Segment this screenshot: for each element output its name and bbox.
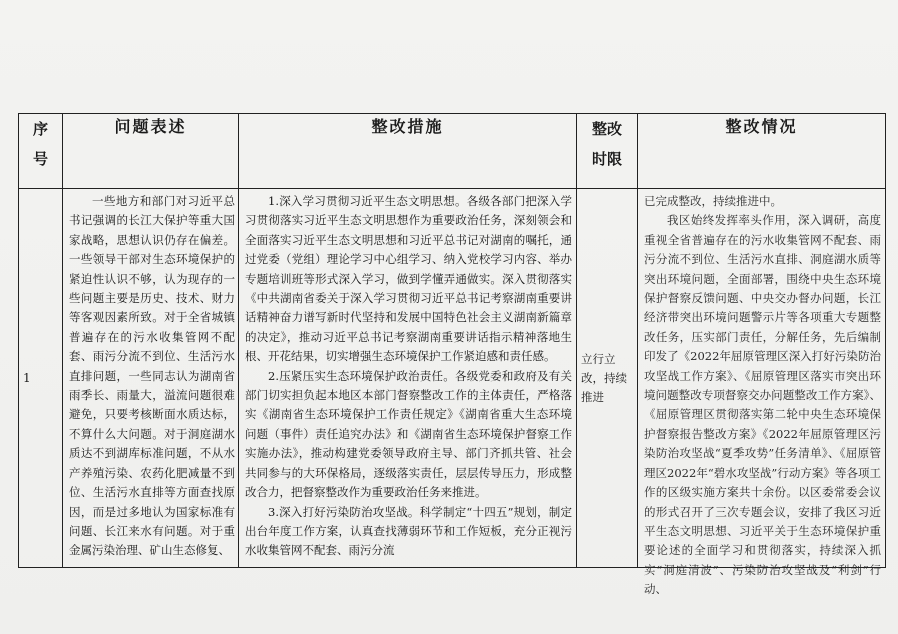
rectification-table (18, 113, 886, 597)
header-measures-label: 整改措施 (371, 117, 444, 136)
header-problem (63, 114, 239, 189)
header-status (638, 114, 886, 189)
status-detail: 我区始终发挥率头作用，深入调研，高度重视全省普遍存在的污水收集管网不配套、雨污分流不到位、生活污水直排、洞庭湖水质等突出环境问题，全面部署，围绕中央生态环境保护督察反馈问题、中央交办督办问题，长江经济带突出环境问题警示片等各项重大专题整改任务，压实部门责任，分解任务，先后编制印发了《2022年屈原管理区深入打好污染防治攻坚战工作方案》、《屈原管理区落实市突出环境问题整改专项督察交办问题整改工作方案》、《屈原管理区贯彻落实第二轮中央生态环境保护督察报告整改方案》《2022年屈原管理区污染防治攻坚战“夏季攻势”任务清单》、《屈原管理区2022年“碧水攻坚战”行动方案》等各项工作的区级实施方案共十余份。以区委常委会议的形式召开了三次专题会议，安排了我区习近平生态文明思想、习近平关于生态环境保护重要论述的全面学习和贯彻落实，持续深入抓实“洞庭清波”、污染防治攻坚战及“利剑”行动、 (644, 213, 881, 597)
header-deadline-label: 整改时限 (591, 120, 622, 168)
measure-item: 2.压紧压实生态环境保护政治责任。各级党委和政府及有关部门切实担负起本地区本部门督察整改工作的主体责任，严格落实《湖南省生态环境保护工作责任规定》《湖南省重大生态环境问题（事件）责任追究办法》和《湖南省生态环境保护督察工作实施办法》，推动构建党委领导政府主导、部门齐抓共管、社会共同参与的大环保格局，逐级落实责任，层层传导压力，形成整改合力，把督察整改作为重要政治任务来推进。 (245, 368, 572, 500)
measure-item: 1.深入学习贯彻习近平生态文明思想。各级各部门把深入学习贯彻落实习近平生态文明思想作为重要政治任务，深刻领会和全面落实习近平生态文明思想和习近平总书记对湖南的嘱托，通过党委（党组）理论学习中心组学习、纳入党校学习内容、举办专题培训班等形式深入学习，做到学懂弄通做实。深入贯彻落实《中共湖南省委关于深入学习贯彻习近平总书记考察湖南重要讲话精神奋力谱写新时代坚持和发展中国特色社会主义湖南新篇章的决定》，推动习近平总书记考察湖南重要讲话指示精神落地生根、开花结果，切实增强生态环境保护工作紧迫感和责任感。 (245, 194, 572, 364)
measure-item: 3.深入打好污染防治攻坚战。科学制定“十四五”规划，制定出台年度工作方案，认真查找薄弱环节和工作短板，充分正视污水收集管网不配套、雨污分流 (245, 504, 572, 558)
deadline-text: 立行立改，持续推进 (581, 351, 627, 404)
table-header-row (19, 114, 886, 189)
status-text (638, 189, 885, 597)
seq-cell (19, 189, 63, 568)
table-row (19, 189, 886, 568)
header-seq-label: 序号 (32, 120, 48, 168)
header-problem-label: 问题表述 (114, 117, 187, 136)
row-seq-number: 1 (23, 371, 31, 385)
header-deadline (577, 114, 638, 189)
problem-cell (63, 189, 239, 568)
measures-cell (239, 189, 577, 568)
deadline-cell (577, 189, 638, 568)
header-status-label: 整改情况 (725, 117, 798, 136)
status-cell (638, 189, 886, 597)
measures-text (239, 189, 576, 567)
header-measures (239, 114, 577, 189)
problem-text: 一些地方和部门对习近平总书记强调的长江大保护等重大国家战略，思想认识仍存在偏差。一些领导干部对生态环境保护的紧迫性认识不够，认为现存的一些问题主要是历史、技术、财力等客观因素所致。对于全省城镇普遍存在的污水收集管网不配套、雨污分流不到位、生活污水直排问题，一些同志认为湖南省雨季长、雨量大，溢流问题很难避免，只要考核断面水质达标，不算什么大问题。对于洞庭湖水质达不到湖库标准问题，不从水产养殖污染、农药化肥减量不到位、生活污水直排等方面查找原因，而是过多地认为国家标准有问题、长江来水有问题。对于重金属污染治理、矿山生态修复、 (69, 194, 235, 558)
status-summary: 已完成整改，持续推进中。 (644, 194, 782, 208)
header-seq (19, 114, 63, 189)
